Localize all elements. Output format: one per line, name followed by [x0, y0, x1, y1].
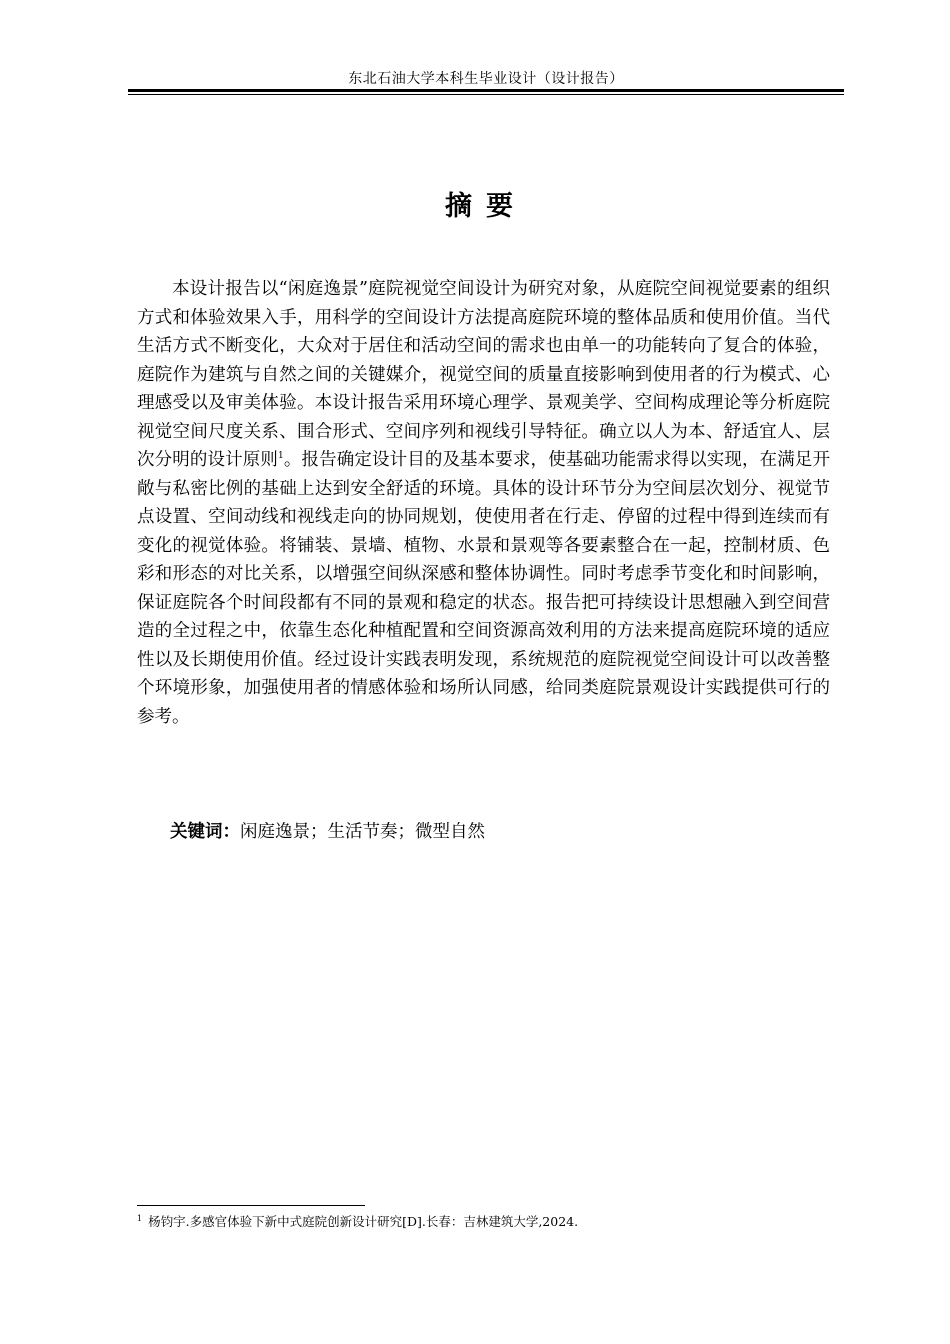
abstract-paragraph [137, 275, 830, 731]
header-rule-thick [128, 89, 844, 92]
header-rule-thin [128, 94, 844, 95]
running-header: 东北石油大学本科生毕业设计（设计报告） [348, 71, 624, 87]
footnote-text: 杨钧宇.多感官体验下新中式庭院创新设计研究[D].长春：吉林建筑大学,2024. [148, 1214, 579, 1229]
footnote-separator [137, 1205, 365, 1206]
keywords-value: 闲庭逸景；生活节奏；微型自然 [240, 822, 485, 842]
footnote [137, 1212, 578, 1230]
keywords-line [170, 818, 485, 846]
keywords-label: 关键词： [170, 822, 240, 842]
footnote-mark: 1 [137, 1213, 143, 1223]
page-title: 摘要 [445, 191, 527, 222]
footnote-reference[interactable]: 1 [277, 451, 284, 462]
abstract-text-part-2: 。报告确定设计目的及基本要求，使基础功能需求得以实现，在满足开敞与私密比例的基础上达到安全舒适的环境。具体的设计环节分为空间层次划分、视觉节点设置、空间动线和视线走向的协同规划，使使用者在行走、停留的过程中得到连续而有变化的视觉体验。将铺装、景墙、植物、水景和景观等各要素整合在一起，控制材质、色彩和形态的对比关系，以增强空间纵深感和整体协调性。同时考虑季节变化和时间影响，保证庭院各个时间段都有不同的景观和稳定的状态。报告把可持续设计思想融入到空间营造的全过程之中，依靠生态化种植配置和空间资源高效利用的方法来提高庭院环境的适应性以及长期使用价值。经过设计实践表明发现，系统规范的庭院视觉空间设计可以改善整个环境形象，加强使用者的情感体验和场所认同感，给同类庭院景观设计实践提供可行的参考。 [137, 450, 831, 727]
abstract-body [137, 275, 830, 731]
abstract-text-part-1: 本设计报告以“闲庭逸景”庭院视觉空间设计为研究对象，从庭院空间视觉要素的组织方式和体验效果入手，用科学的空间设计方法提高庭院环境的整体品质和使用价值。当代生活方式不断变化，大众对于居住和活动空间的需求也由单一的功能转向了复合的体验，庭院作为建筑与自然之间的关键媒介，视觉空间的质量直接影响到使用者的行为模式、心理感受以及审美体验。本设计报告采用环境心理学、景观美学、空间构成理论等分析庭院视觉空间尺度关系、围合形式、空间序列和视线引导特征。确立以人为本、舒适宜人、层次分明的设计原则 [137, 279, 830, 470]
